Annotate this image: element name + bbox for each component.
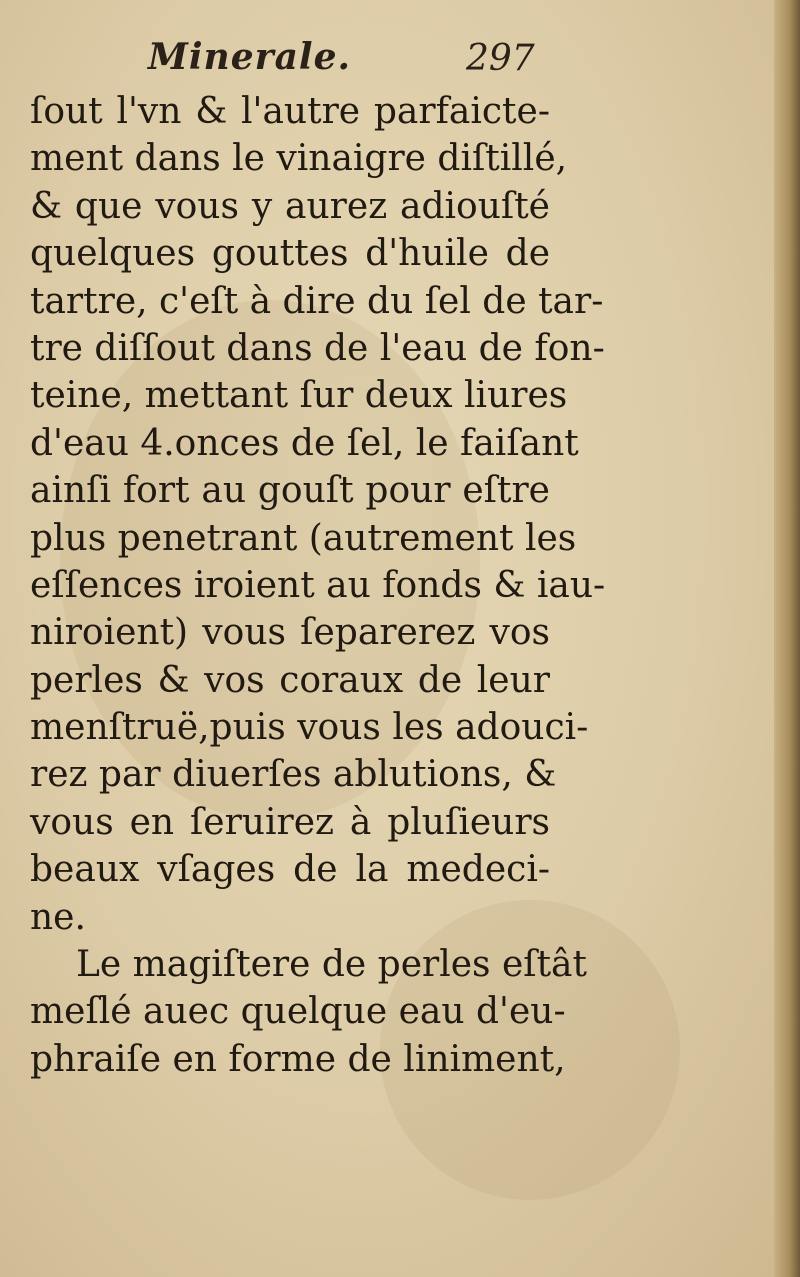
text-line: plus penetrant (autrement les — [30, 517, 577, 559]
page-number: 297 — [466, 38, 535, 79]
text-line: Le magiſtere de perles eſtât — [76, 944, 587, 986]
text-line: ainſi fort au gouſt pour eſtre — [30, 470, 550, 512]
text-line: beaux vſages de la medeci- — [30, 849, 550, 891]
text-line: ne. — [30, 896, 86, 938]
text-line: tre diſſout dans de l'eau de fon- — [30, 327, 605, 369]
text-line: niroient) vous ſeparerez vos — [30, 612, 550, 654]
text-line: teine, mettant ſur deux liures — [30, 375, 568, 417]
text-line: tartre, c'eſt à dire du ſel de tar- — [30, 280, 604, 322]
text-line: vous en ſeruirez à pluſieurs — [30, 801, 550, 843]
text-line: eſſences iroient au fonds & iau- — [30, 564, 606, 606]
running-head: Minerale. — [148, 36, 352, 78]
text-line: rez par diuerſes ablutions, & — [30, 754, 557, 796]
text-line: ſout l'vn & l'autre parfaicte- — [30, 91, 550, 132]
text-line: menſtruë,puis vous les adouci- — [30, 707, 589, 749]
text-line: d'eau 4.onces de ſel, le faiſant — [30, 422, 579, 464]
text-line: meſlé auec quelque eau d'eu- — [30, 991, 566, 1033]
text-line: phraiſe en forme de liniment, — [30, 1038, 566, 1080]
text-line: quelques gouttes d'huile de — [30, 233, 550, 275]
text-line: perles & vos coraux de leur — [30, 659, 550, 701]
text-line: & que vous y aurez adiouſté — [30, 185, 550, 227]
text-line: ment dans le vinaigre diſtillé, — [30, 138, 568, 180]
body-text — [30, 88, 606, 1083]
page-gutter — [774, 0, 800, 1277]
page-header — [148, 36, 548, 86]
